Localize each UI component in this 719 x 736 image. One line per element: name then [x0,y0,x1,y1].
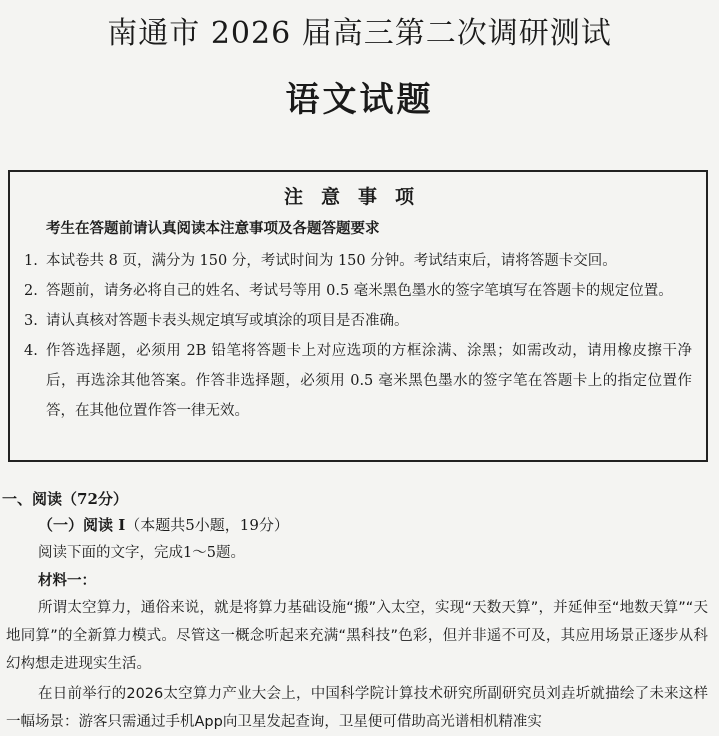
notice-intro: 考生在答题前请认真阅读本注意事项及各题答题要求 [46,220,380,237]
notice-item-text: 作答选择题，必须用 2B 铅笔将答题卡上对应选项的方框涂满、涂黑；如需改动，请用橡皮擦干净后，再选涂其他答案。作答非选择题，必须用 0.5 毫米黑色墨水的签字笔在答题卡上的指定位置作答，在其他位置作答一律无效。 [46,343,692,419]
reading-instruction: 阅读下面的文字，完成1～5题。 [38,545,245,561]
notice-title: 注意事项 [283,186,432,208]
notice-item-text: 本试卷共 8 页，满分为 150 分，考试时间为 150 分钟。考试结束后，请将答题卡交回。 [46,253,617,269]
exam-title: 南通市 2026 届高三第二次调研测试 [107,16,612,51]
notice-item-number: 3. [24,313,38,329]
sub-section-heading [38,514,289,536]
notice-item-text: 请认真核对答题卡表头规定填写或填涂的项目是否准确。 [46,313,409,329]
section-heading: 一、阅读（72分） [2,490,128,508]
notice-item [24,246,692,276]
notice-item-number: 1. [24,253,38,269]
notice-item-number: 4. [24,343,38,359]
notice-item-number: 2. [24,283,38,299]
notice-box [8,170,708,462]
notice-item [24,306,692,336]
material-label: 材料一： [38,572,96,589]
passage-paragraph: 所谓太空算力，通俗来说，就是将算力基础设施“搬”入太空，实现“天数天算”，并延伸至“地数天算”“天地同算”的全新算力模式。尽管这一概念听起来充满“黑科技”色彩，但并非遥不可及，其应用场景正逐步从科幻构想走进现实生活。 [6,600,708,672]
notice-item [24,276,692,306]
notice-item [24,336,692,426]
notice-item-text: 答题前，请务必将自己的姓名、考试号等用 0.5 毫米黑色墨水的签字笔填写在答题卡的规定位置。 [46,283,673,299]
sub-section-title: （一）阅读 Ⅰ [38,516,126,534]
subject-title: 语文试题 [285,80,434,120]
sub-section-note: （本题共5小题，19分） [125,516,289,534]
passage-paragraph: 在日前举行的2026太空算力产业大会上，中国科学院计算技术研究所副研究员刘垚圻就描绘了未来这样一幅场景：游客只需通过手机App向卫星发起查询，卫星便可借助高光谱相机精准实 [6,686,708,730]
